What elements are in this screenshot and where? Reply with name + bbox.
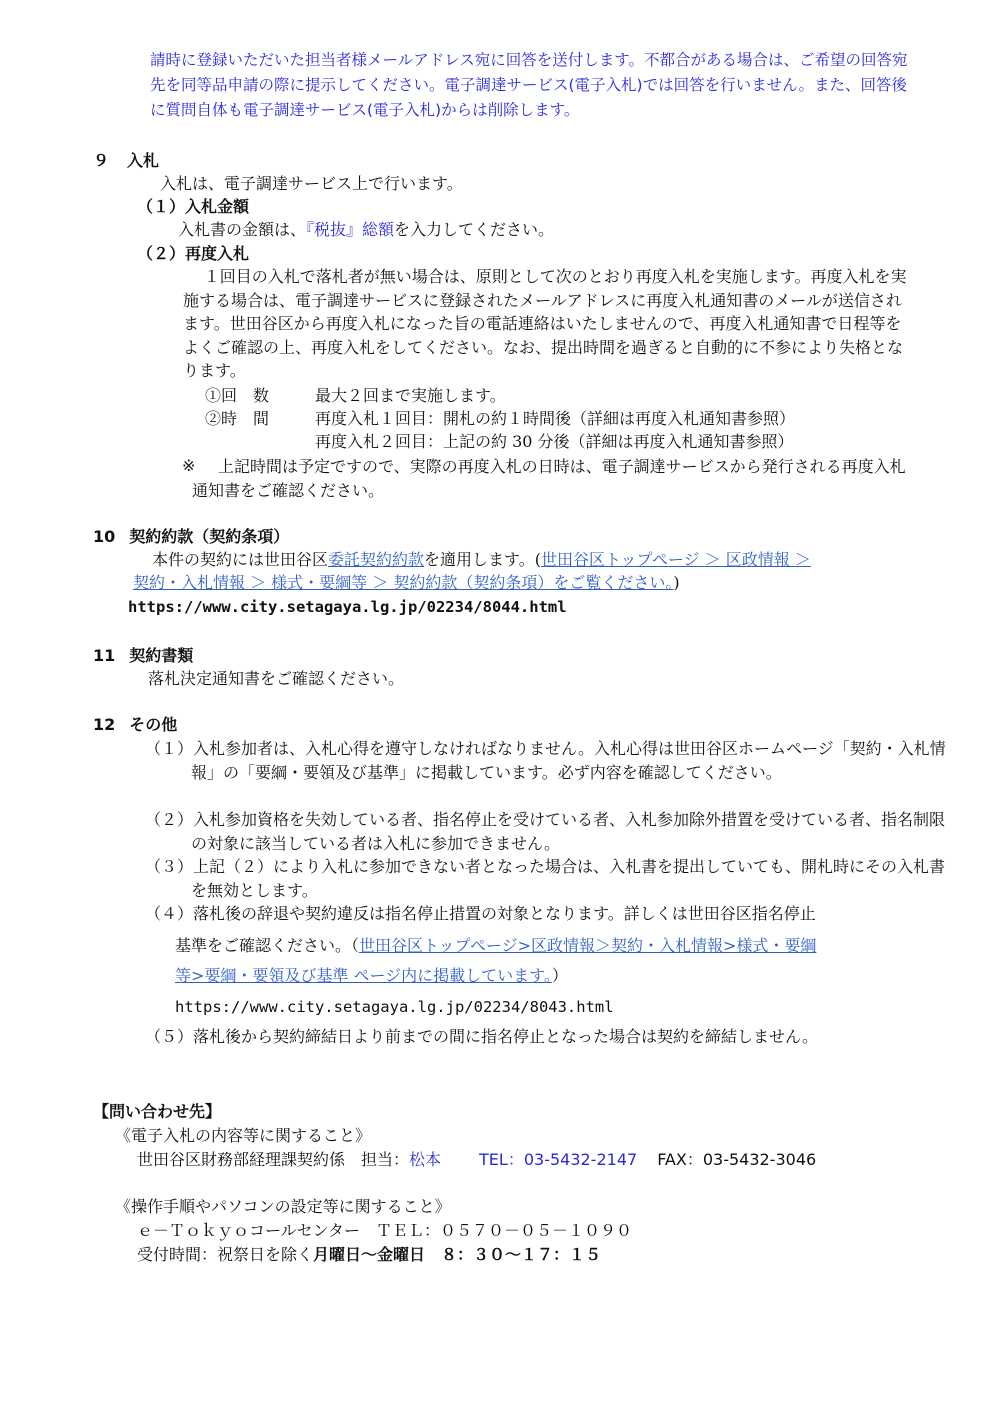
section-9-sub1-body: 入札書の金額は、『税抜』総額を入力してください。	[178, 220, 555, 239]
section-9-heading	[93, 150, 159, 172]
contact-line-1	[137, 1149, 816, 1171]
section-10-number: 10	[93, 527, 116, 546]
contact-person: 松本	[409, 1150, 442, 1169]
rebid-time-value-1: 再度入札１回目：開札の約１時間後（詳細は再度入札通知書参照）	[315, 409, 796, 428]
rebid-count-value: 最大２回まで実施します。	[315, 386, 506, 405]
section-12-number: 12	[93, 715, 116, 734]
section-12-item-4-line-1: （４）落札後の辞退や契約違反は指名停止措置の対象となります。詳しくは世田谷区指名停止	[145, 904, 816, 923]
suspension-standard-url[interactable]: https://www.city.setagaya.lg.jp/02234/8043.html	[175, 998, 614, 1016]
rebid-note: 上記時間は予定ですので、実際の再度入札の日時は、電子調達サービスから発行される再度入札通知書をご確認ください。	[192, 457, 906, 500]
section-12-item-5: （５）落札後から契約締結日より前までの間に指名停止となった場合は契約を締結しません。	[145, 1027, 818, 1046]
rebid-time-label: ②時 間	[205, 409, 270, 428]
intro-paragraph: 請時に登録いただいた担当者様メールアドレス宛に回答を送付します。不都合がある場合は、ご希望の回答宛先を同等品申請の際に提示してください。電子調達サービス(電子入札)では回答を行いません。また、回答後に質問自体も電子調達サービス(電子入札)からは削除します。	[150, 51, 908, 119]
section-12-title: その他	[129, 715, 178, 734]
section-11-number: 11	[93, 646, 116, 665]
tax-exclusive-emphasis: 『税抜』総額	[306, 220, 395, 239]
section-9-sub1-title: （１）入札金額	[137, 197, 250, 216]
section-10-line-1: 本件の契約には世田谷区委託契約約款を適用します。(世田谷区トップページ ＞ 区政情報 ＞	[152, 550, 811, 569]
section-9-sub2-title: （２）再度入札	[137, 244, 250, 263]
breadcrumb-link-2[interactable]: 契約・入札情報 ＞ 様式・要綱等 ＞ 契約約款（契約条項）をご覧ください。	[133, 573, 674, 592]
call-center-line: ｅ－Ｔｏｋｙｏコールセンター ＴＥＬ：０５７０－０５－１０９０	[137, 1221, 633, 1240]
section-10-line-2: 契約・入札情報 ＞ 様式・要綱等 ＞ 契約約款（契約条項）をご覧ください。)	[133, 573, 680, 592]
rebid-time-value-2: 再度入札２回目：上記の約 30 分後（詳細は再度入札通知書参照）	[315, 432, 794, 451]
section-9-number: ９	[93, 151, 110, 170]
hours-value: 月曜日～金曜日 ８：３０～１７：１５	[313, 1245, 602, 1264]
suspension-standard-link-1[interactable]: 世田谷区トップページ>区政情報＞契約・入札情報>様式・要綱	[359, 936, 817, 955]
contact-dept: 世田谷区財務部経理課契約係 担当：	[137, 1150, 410, 1169]
section-11-body: 落札決定通知書をご確認ください。	[148, 669, 405, 688]
contact-title: 【問い合わせ先】	[93, 1102, 222, 1121]
rebid-time-row	[205, 408, 795, 430]
suspension-standard-link-2[interactable]: 等>要綱・要領及び基準 ページ内に掲載しています。	[175, 966, 552, 985]
contact-fax: FAX：03-5432-3046	[657, 1150, 817, 1169]
rebid-count-row	[205, 385, 506, 407]
section-9-body: 入札は、電子調達サービス上で行います。	[160, 174, 463, 193]
section-12-item-4-line-2: 基準をご確認ください。（世田谷区トップページ>区政情報＞契約・入札情報>様式・要綱	[175, 936, 817, 955]
section-11-heading	[93, 645, 193, 667]
contract-terms-link[interactable]: 委託契約約款	[328, 550, 425, 569]
section-12-heading	[93, 714, 177, 736]
contact-sub-1: 《電子入札の内容等に関すること》	[115, 1126, 372, 1145]
contact-sub-2: 《操作手順やパソコンの設定等に関すること》	[115, 1197, 451, 1216]
rebid-count-label: ①回 数	[205, 386, 270, 405]
section-10-title: 契約約款（契約条項）	[129, 527, 290, 546]
contract-terms-url[interactable]: https://www.city.setagaya.lg.jp/02234/8044.html	[128, 598, 567, 616]
section-10-heading	[93, 526, 289, 548]
hours-line: 受付時間：祝祭日を除く月曜日～金曜日 ８：３０～１７：１５	[137, 1245, 602, 1264]
section-11-title: 契約書類	[129, 646, 194, 665]
section-12-item-3: （３）上記（２）により入札に参加できない者となった場合は、入札書を提出していても、開札時にその入札書を無効とします。	[145, 857, 946, 900]
section-12-item-2: （２）入札参加資格を失効している者、指名停止を受けている者、入札参加除外措置を受けている者、指名制限の対象に該当している者は入札に参加できません。	[145, 810, 946, 853]
rebid-note-mark: ※	[182, 456, 196, 475]
section-9-sub2-body: １回目の入札で落札者が無い場合は、原則として次のとおり再度入札を実施します。再度入札を実施する場合は、電子調達サービスに登録されたメールアドレスに再度入札通知書のメールが送信されます。世田谷区から再度入札になった旨の電話連絡はいたしませんので、再度入札通知書で日程等をよくご確認の上、再度入札をしてください。なお、提出時間を過ぎると自動的に不参により失格となります。	[183, 267, 907, 380]
section-9-title: 入札	[127, 151, 160, 170]
section-12-item-4-line-3: 等>要綱・要領及び基準 ページ内に掲載しています。）	[175, 966, 568, 985]
breadcrumb-link-1[interactable]: 世田谷区トップページ ＞ 区政情報 ＞	[541, 550, 811, 569]
contact-tel: TEL：03-5432-2147	[479, 1150, 638, 1169]
section-12-item-1: （１）入札参加者は、入札心得を遵守しなければなりません。入札心得は世田谷区ホームページ「契約・入札情報」の「要綱・要領及び基準」に掲載しています。必ず内容を確認してください。	[145, 739, 946, 782]
